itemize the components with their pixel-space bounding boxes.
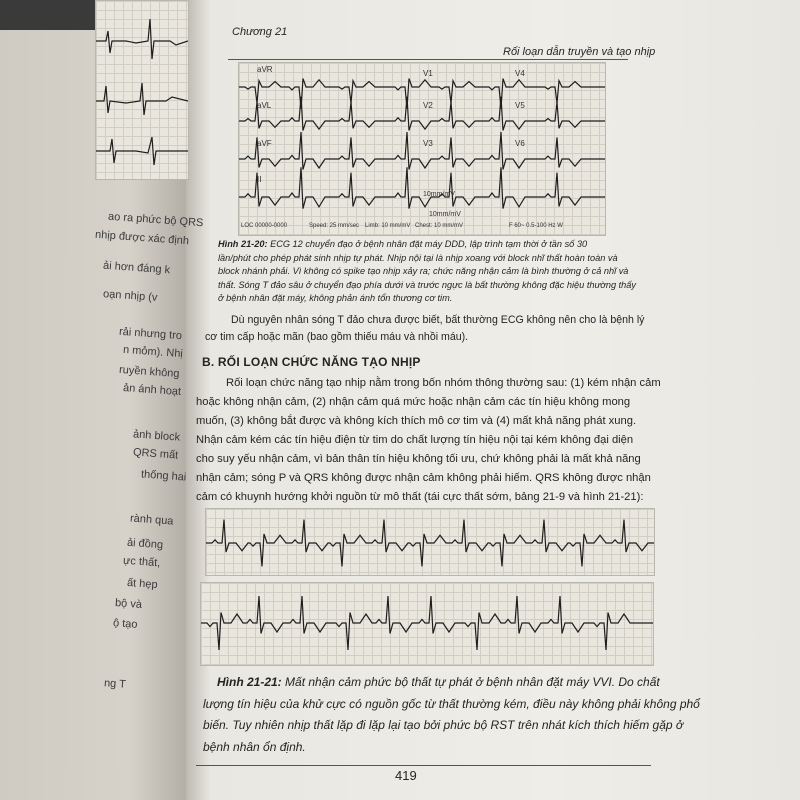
caption-line: ECG 12 chuyển đạo ở bệnh nhân đặt máy DDD, lập trình tạm thời ở tần số 30	[270, 239, 588, 249]
ecg-trace-line	[239, 167, 605, 208]
caption-line: thất. Sóng T đảo sâu ở chuyển đạo phía dưới và trước ngực là bất thường không đặc hiệu thường thấy	[218, 279, 636, 290]
paragraph-line: Dù nguyên nhân sóng T đảo chưa được biết, bất thường ECG không nên cho là bệnh lý	[231, 314, 645, 326]
lead-label: aVF	[257, 139, 272, 148]
figure-21-20-ecg	[238, 62, 606, 236]
left-page-fragment: n mỏm). Nhị	[122, 343, 184, 361]
caption-line: lần/phút cho phép phát sinh nhịp tự phát. Nhịp nội tại là nhịp xoang với block nhĩ thất hoàn toàn và	[218, 252, 618, 263]
ecg-footer-filter: F 60~ 0.5-100 Hz W	[509, 223, 563, 229]
desk-corner	[0, 0, 110, 30]
ecg-footer-limb: Limb: 10 mm/mV	[365, 223, 411, 229]
caption-label: Hình 21-20:	[218, 239, 268, 249]
scale-label: 10mm/mV	[429, 211, 461, 218]
left-page-fragment: oạn nhịp (v	[102, 288, 158, 304]
left-page-fragment: ảnh block	[132, 428, 181, 444]
lead-label: V5	[515, 101, 525, 110]
caption-line: lượng tín hiệu của khử cực có nguồn gốc từ thất thường kém, điều này không phải không phổ	[203, 696, 700, 711]
body-line: cho suy yếu nhận cảm, vì bản thân tín hiệu không tối ưu, chứ không phải là mất khả năng	[196, 453, 641, 465]
section-b-body	[196, 374, 661, 507]
body-line: Nhận cảm kém các tín hiệu điện từ tim do chất lượng tín hiệu nội tại kém không đại diện	[196, 434, 634, 446]
ecg-trace-line	[206, 520, 654, 567]
left-page-fragment: ản ánh hoạt	[122, 381, 182, 399]
ecg-footer-loc: LOC 00000-0000	[241, 223, 288, 229]
lead-label: V3	[423, 139, 433, 148]
left-page-fragment: ao ra phức bộ QRS	[107, 210, 204, 230]
paragraph-t-wave	[205, 312, 644, 346]
lead-label: V2	[423, 101, 433, 110]
figure-21-21-strip-bottom	[200, 582, 654, 666]
left-page-fragment: ất hẹp	[126, 576, 158, 592]
figure-21-21-strip-top	[205, 508, 655, 576]
body-line: muốn, (3) không bắt được và không kích thích mô cơ tim và (4) mất khả năng phát xung.	[196, 415, 637, 427]
ecg-12-lead-traces	[239, 63, 605, 235]
left-page-fragment: ộ tạo	[112, 617, 138, 631]
left-page-fragment: rành qua	[129, 512, 174, 528]
lead-label: II	[257, 175, 262, 184]
header-rule	[228, 59, 628, 60]
left-page-fragment: thống hai	[140, 468, 187, 484]
left-page-fragment: QRS mất	[132, 446, 179, 462]
left-page-fragment: ng T	[103, 677, 127, 691]
lead-label: V6	[515, 139, 525, 148]
body-line: cảm có khuynh hướng khởi nguồn từ mô thất (tái cực thất sớm, bảng 21-9 và hình 21-21):	[196, 491, 644, 503]
ecg-trace-line	[239, 97, 605, 131]
ecg-trace-line	[239, 132, 605, 170]
lead-label: V1	[423, 69, 433, 78]
lead-label: V4	[515, 69, 525, 78]
figure-21-21-caption	[203, 672, 700, 758]
scale-label: 10mm/mV	[423, 191, 455, 198]
body-line: Rối loạn chức năng tạo nhịp nằm trong bốn nhóm thông thường sau: (1) kém nhận cảm	[226, 377, 661, 389]
vvi-strip-bottom-trace	[201, 583, 653, 665]
ecg-footer-speed: Speed: 25 mm/sec	[309, 223, 360, 229]
left-page-fragment: ải hơn đáng k	[102, 259, 171, 277]
caption-line: biến. Tuy nhiên nhịp thất lặp đi lặp lại tạo bởi phức bộ RST trên nhát kích thích hiếm gặp ở	[203, 718, 684, 732]
lead-label: aVR	[257, 65, 273, 74]
left-page-fragment: rải nhưng tro	[118, 325, 183, 343]
chapter-label: Chương 21	[232, 26, 288, 38]
left-ecg-traces	[96, 1, 188, 179]
caption-label: Hình 21-21:	[217, 675, 282, 689]
section-running-title: Rối loạn dẫn truyền và tạo nhịp	[503, 46, 656, 58]
lead-label: aVL	[257, 101, 272, 110]
left-page-fragment: ải đồng	[126, 536, 164, 552]
left-page-fragment: nhịp được xác định	[94, 228, 190, 248]
body-line: nhận cảm; sóng P và QRS không được nhận cảm không phải hiếm. QRS không được nhận	[196, 472, 651, 484]
body-line: hoặc không nhận cảm, (2) nhận cảm quá mức hoặc nhận cảm các tín hiệu không mong	[196, 396, 631, 408]
ecg-trace-line	[239, 79, 605, 109]
left-page-fragment: ruyền không	[118, 363, 180, 381]
vvi-strip-top-trace	[206, 509, 654, 575]
left-page-ecg-fragment	[95, 0, 189, 180]
paragraph-line: cơ tim cấp hoặc mãn (bao gồm thiếu máu và nhồi máu).	[205, 331, 469, 343]
ecg-trace-line	[201, 596, 653, 650]
caption-line: Mất nhận cảm phức bộ thất tự phát ở bệnh nhân đặt máy VVI. Do chất	[285, 675, 660, 689]
caption-line: block nhánh phải. Vì không có spike tạo nhịp xảy ra; chức năng nhận cảm là bình thường ở cả nhĩ và	[218, 266, 629, 277]
caption-line: bệnh nhân ổn định.	[203, 739, 306, 754]
figure-21-20-caption	[218, 238, 636, 306]
left-page-fragment: ực thất,	[122, 554, 161, 570]
section-b-heading: B. RỐI LOẠN CHỨC NĂNG TẠO NHỊP	[202, 355, 421, 369]
footer-rule	[196, 765, 651, 766]
caption-line: ở bệnh nhân đặt máy, không phản ánh tổn thương cơ tim.	[218, 293, 453, 304]
page-number: 419	[395, 768, 417, 783]
left-page-fragment: bộ và	[114, 597, 143, 611]
ecg-footer-chest: Chest: 10 mm/mV	[415, 223, 464, 229]
